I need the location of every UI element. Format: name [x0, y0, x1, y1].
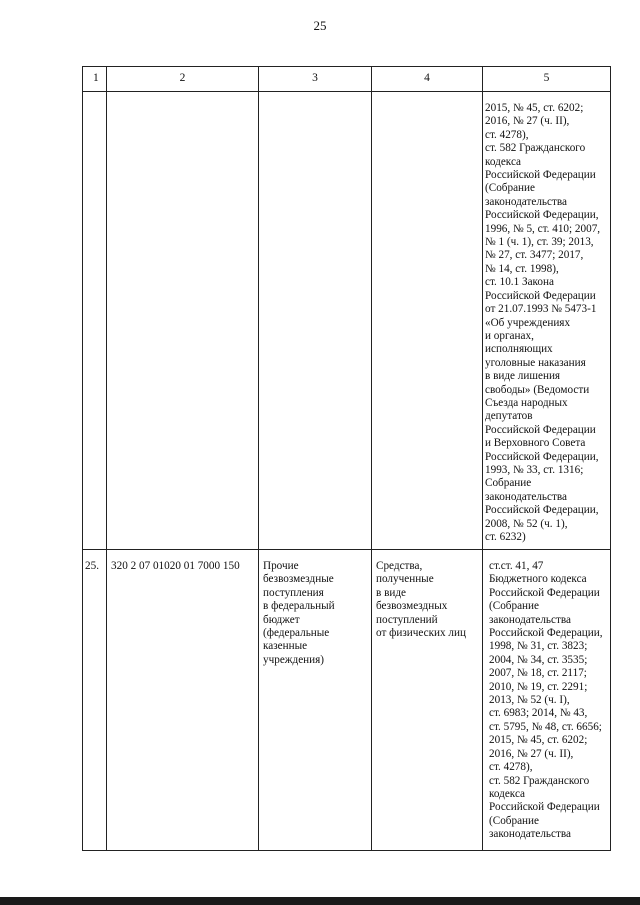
cell-income-type [259, 92, 372, 550]
header-col-4: 4 [372, 67, 483, 92]
table-row-25 [83, 550, 611, 851]
header-col-3: 3 [259, 67, 372, 92]
cell-number [83, 92, 107, 550]
legal-table [82, 66, 611, 851]
cell-code [107, 550, 259, 851]
description-text: Средства, полученные в виде безвозмездных поступлений от физических лиц [376, 560, 466, 640]
cell-description [372, 92, 483, 550]
page-bottom-edge [0, 897, 640, 905]
header-col-1: 1 [83, 67, 107, 92]
cell-number [83, 550, 107, 851]
header-col-2: 2 [107, 67, 259, 92]
legal-basis-text: 2015, № 45, ст. 6202; 2016, № 27 (ч. II), ст. 4278), ст. 582 Гражданского кодекса Российской Федерации (Собрание законодательства Российской Федерации, 1996, № 5, ст. 410; 2007, № 1 (ч. 1), ст. 39; 2013, № 27, ст. 3477; 2017, № 14, ст. 1998), ст. 10.1 Закона Российской Федерации от 21.07.1993 № 5473-1 «Об учреждениях и органах, исполняющих уголовные наказания в виде лишения свободы» (Ведомости Съезда народных депутатов Российской Федерации и Верховного Совета Российской Федерации, 1993, № 33, ст. 1316; Собрание законодательства Российской Федерации, 2008, № 52 (ч. 1), ст. 6232) [485, 102, 601, 543]
budget-code: 320 2 07 01020 01 7000 150 [111, 560, 240, 572]
header-col-5: 5 [483, 67, 611, 92]
table-row-continued [83, 92, 611, 550]
cell-legal-basis [483, 92, 611, 550]
cell-income-type [259, 550, 372, 851]
income-type-text: Прочие безвозмездные поступления в федеральный бюджет (федеральные казенные учреждения) [263, 560, 335, 666]
cell-description [372, 550, 483, 851]
cell-legal-basis [483, 550, 611, 851]
row-number: 25. [85, 560, 99, 572]
table-header-row [83, 67, 611, 92]
page-number: 25 [313, 18, 327, 33]
cell-code [107, 92, 259, 550]
legal-basis-text: ст.ст. 41, 47 Бюджетного кодекса Российской Федерации (Собрание законодательства Российской Федерации, 1998, № 31, ст. 3823; 2004, № 34, ст. 3535; 2007, № 18, ст. 2117; 2010, № 19, ст. 2291; 2013, № 52 (ч. I), ст. 6983; 2014, № 43, ст. 5795, № 48, ст. 6656; 2015, № 45, ст. 6202; 2016, № 27 (ч. II), ст. 4278), ст. 582 Гражданского кодекса Российской Федерации (Собрание законодательства [489, 560, 603, 841]
